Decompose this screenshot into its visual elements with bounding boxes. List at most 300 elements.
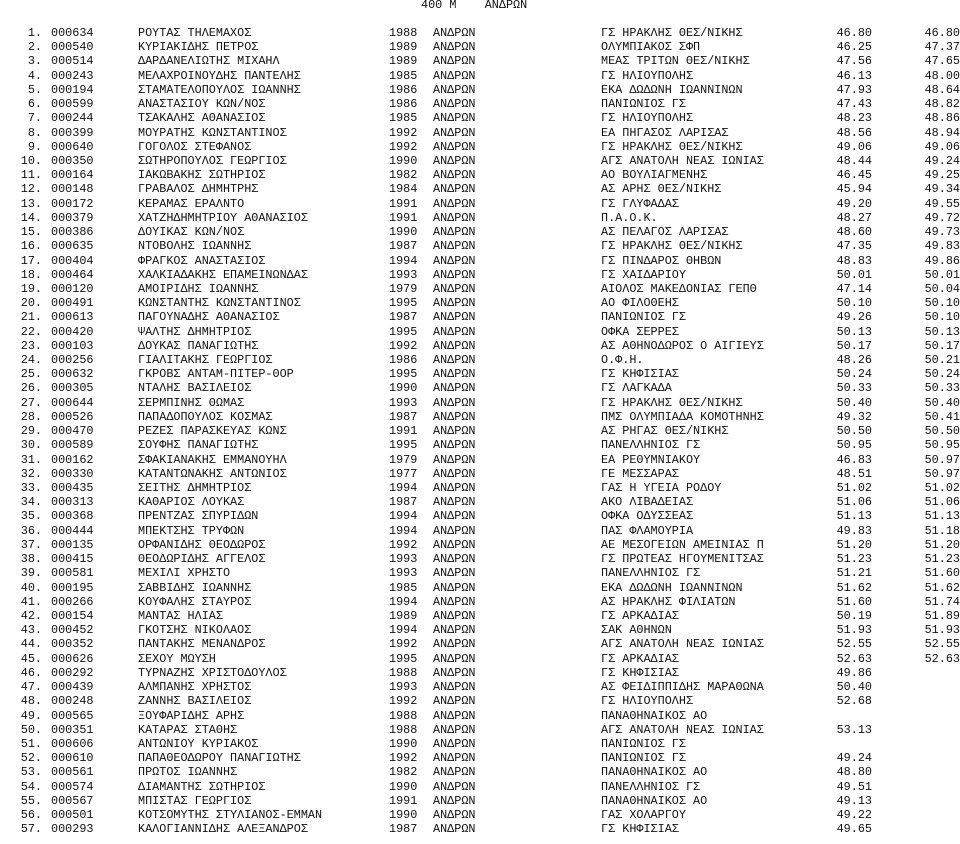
club-name: ΣΑΚ ΑΘΗΝΩΝ — [601, 623, 672, 638]
birth-year: 1982 — [389, 765, 418, 780]
season-best-mark: 47.43 — [836, 97, 872, 112]
table-row — [0, 126, 960, 140]
table-row — [0, 54, 960, 68]
ranking-mark: 51.23 — [924, 552, 960, 567]
club-name: ΓΣ ΚΗΦΙΣΙΑΣ — [601, 367, 679, 382]
athlete-name: ΑΜΟΙΡΙΔΗΣ ΙΩΑΝΝΗΣ — [138, 281, 259, 296]
category: ΑΝΔΡΩΝ — [433, 822, 476, 837]
table-row — [0, 424, 960, 438]
ranking-mark: 50.17 — [924, 338, 960, 353]
athlete-name: ΚΑΛΟΓΙΑΝΝΙΔΗΣ ΑΛΕΞΑΝΔΡΟΣ — [138, 822, 308, 837]
season-best-mark: 52.68 — [836, 694, 872, 709]
table-row — [0, 353, 960, 367]
athlete-code: 000162 — [51, 452, 94, 467]
row-rank: 15. — [20, 225, 42, 240]
birth-year: 1986 — [389, 97, 418, 112]
category: ΑΝΔΡΩΝ — [433, 708, 476, 723]
row-rank: 39. — [20, 566, 42, 581]
ranking-mark: 49.06 — [924, 139, 960, 154]
athlete-code: 000599 — [51, 97, 94, 112]
athlete-name: ΠΑΝΤΑΚΗΣ ΜΕΝΑΝΔΡΟΣ — [138, 637, 266, 652]
athlete-code: 000135 — [51, 537, 94, 552]
season-best-mark: 50.13 — [836, 324, 872, 339]
athlete-code: 000526 — [51, 409, 94, 424]
athlete-code: 000350 — [51, 153, 94, 168]
season-best-mark: 48.23 — [836, 111, 872, 126]
row-rank: 1. — [27, 26, 42, 40]
ranking-mark: 46.80 — [924, 26, 960, 40]
club-name: ΑΚΟ ΛΙΒΑΔΕΙΑΣ — [601, 495, 694, 510]
category: ΑΝΔΡΩΝ — [433, 665, 476, 680]
ranking-mark: 52.55 — [924, 637, 960, 652]
season-best-mark: 48.80 — [836, 765, 872, 780]
birth-year: 1986 — [389, 353, 418, 368]
category: ΑΝΔΡΩΝ — [433, 680, 476, 695]
category: ΑΝΔΡΩΝ — [433, 779, 476, 794]
row-rank: 38. — [20, 552, 42, 567]
row-rank: 5. — [27, 82, 42, 97]
club-name: ΟΛΥΜΠΙΑΚΟΣ ΣΦΠ — [601, 40, 701, 55]
ranking-mark: 50.21 — [924, 353, 960, 368]
athlete-name: ΔΟΥΚΑΣ ΠΑΝΑΓΙΩΤΗΣ — [138, 338, 259, 353]
club-name: ΓΣ ΧΑΙΔΑΡΙΟΥ — [601, 267, 686, 282]
category: ΑΝΔΡΩΝ — [433, 26, 476, 40]
club-name: ΟΦΚΑ ΣΕΡΡΕΣ — [601, 324, 679, 339]
athlete-name: ΚΩΝΣΤΑΝΤΗΣ ΚΩΝΣΤΑΝΤΙΝΟΣ — [138, 296, 301, 311]
club-name: ΠΑΝΙΩΝΙΟΣ ΓΣ — [601, 751, 686, 766]
season-best-mark: 50.24 — [836, 367, 872, 382]
category: ΑΝΔΡΩΝ — [433, 111, 476, 126]
row-rank: 28. — [20, 409, 42, 424]
table-row — [0, 765, 960, 779]
club-name: ΠΑΝΕΛΛΗΝΙΟΣ ΓΣ — [601, 438, 701, 453]
athlete-code: 000470 — [51, 424, 94, 439]
table-row — [0, 453, 960, 467]
category: ΑΝΔΡΩΝ — [433, 736, 476, 751]
club-name: ΑΓΣ ΑΝΑΤΟΛΗ ΝΕΑΣ ΙΩΝΙΑΣ — [601, 722, 764, 737]
row-rank: 32. — [20, 466, 42, 481]
season-best-mark: 49.65 — [836, 822, 872, 837]
ranking-mark: 51.06 — [924, 495, 960, 510]
table-row — [0, 694, 960, 708]
athlete-code: 000435 — [51, 481, 94, 495]
athlete-code: 000368 — [51, 509, 94, 524]
season-best-mark: 50.40 — [836, 680, 872, 695]
season-best-mark: 50.33 — [836, 381, 872, 396]
club-name: ΓΣ ΠΙΝΔΑΡΟΣ ΘΗΒΩΝ — [601, 253, 722, 268]
category: ΑΝΔΡΩΝ — [433, 82, 476, 97]
athlete-name: ΤΥΡΝΑΖΗΣ ΧΡΙΣΤΟΔΟΥΛΟΣ — [138, 665, 287, 680]
season-best-mark: 48.44 — [836, 153, 872, 168]
athlete-code: 000452 — [51, 623, 94, 638]
athlete-code: 000565 — [51, 708, 94, 723]
athlete-code: 000386 — [51, 225, 94, 240]
category: ΑΝΔΡΩΝ — [433, 281, 476, 296]
table-row — [0, 26, 960, 40]
athlete-name: ΡΕΖΕΣ ΠΑΡΑΣΚΕΥΑΣ ΚΩΝΣ — [138, 424, 287, 439]
table-row — [0, 69, 960, 83]
birth-year: 1992 — [389, 338, 418, 353]
ranking-mark: 49.73 — [924, 225, 960, 240]
birth-year: 1991 — [389, 793, 418, 808]
category: ΑΝΔΡΩΝ — [433, 381, 476, 396]
birth-year: 1991 — [389, 210, 418, 225]
table-row — [0, 495, 960, 509]
table-row — [0, 652, 960, 666]
ranking-mark: 51.02 — [924, 481, 960, 495]
athlete-name: ΜΟΥΡΑΤΗΣ ΚΩΝΣΤΑΝΤΙΝΟΣ — [138, 125, 287, 140]
season-best-mark: 52.55 — [836, 637, 872, 652]
birth-year: 1990 — [389, 736, 418, 751]
row-rank: 36. — [20, 523, 42, 538]
row-rank: 31. — [20, 452, 42, 467]
season-best-mark: 49.86 — [836, 665, 872, 680]
row-rank: 2. — [27, 40, 42, 55]
table-row — [0, 595, 960, 609]
athlete-name: ΣΤΑΜΑΤΕΛΟΠΟΥΛΟΣ ΙΩΑΝΝΗΣ — [138, 82, 301, 97]
club-name: ΑΣ ΡΗΓΑΣ ΘΕΣ/ΝΙΚΗΣ — [601, 424, 729, 439]
athlete-code: 000293 — [51, 822, 94, 837]
season-best-mark: 49.22 — [836, 808, 872, 823]
athlete-name: ΣΦΑΚΙΑΝΑΚΗΣ ΕΜΜΑΝΟΥΗΛ — [138, 452, 287, 467]
athlete-name: ΓΚΡΟΒΣ ΑΝΤΑΜ-ΠΙΤΕΡ-ΘΟΡ — [138, 367, 294, 382]
athlete-code: 000352 — [51, 637, 94, 652]
birth-year: 1994 — [389, 523, 418, 538]
table-row — [0, 524, 960, 538]
category: ΑΝΔΡΩΝ — [433, 722, 476, 737]
row-rank: 56. — [20, 808, 42, 823]
row-rank: 12. — [20, 182, 42, 197]
athlete-name: ΓΟΓΟΛΟΣ ΣΤΕΦΑΝΟΣ — [138, 139, 252, 154]
season-best-mark: 49.24 — [836, 751, 872, 766]
category: ΑΝΔΡΩΝ — [433, 765, 476, 780]
birth-year: 1987 — [389, 495, 418, 510]
club-name: ΑΟ ΦΙΛΟΘΕΗΣ — [601, 296, 679, 311]
club-name: ΑΣ ΠΕΛΑΓΟΣ ΛΑΡΙΣΑΣ — [601, 225, 729, 240]
season-best-mark: 53.13 — [836, 722, 872, 737]
birth-year: 1988 — [389, 722, 418, 737]
category: ΑΝΔΡΩΝ — [433, 139, 476, 154]
club-name: ΓΣ ΠΡΩΤΕΑΣ ΗΓΟΥΜΕΝΙΤΣΑΣ — [601, 552, 764, 567]
birth-year: 1992 — [389, 537, 418, 552]
birth-year: 1992 — [389, 139, 418, 154]
category: ΑΝΔΡΩΝ — [433, 438, 476, 453]
row-rank: 6. — [27, 97, 42, 112]
season-best-mark: 49.13 — [836, 793, 872, 808]
category: ΑΝΔΡΩΝ — [433, 40, 476, 55]
table-row — [0, 410, 960, 424]
athlete-code: 000420 — [51, 324, 94, 339]
birth-year: 1979 — [389, 281, 418, 296]
birth-year: 1993 — [389, 552, 418, 567]
birth-year: 1990 — [389, 153, 418, 168]
category: ΑΝΔΡΩΝ — [433, 481, 476, 495]
ranking-mark: 50.01 — [924, 267, 960, 282]
club-name: ΠΑΝΑΘΗΝΑΙΚΟΣ ΑΟ — [601, 708, 708, 723]
season-best-mark: 48.26 — [836, 353, 872, 368]
season-best-mark: 48.83 — [836, 253, 872, 268]
season-best-mark: 52.63 — [836, 651, 872, 666]
category: ΑΝΔΡΩΝ — [433, 466, 476, 481]
birth-year: 1987 — [389, 239, 418, 254]
ranking-mark: 50.24 — [924, 367, 960, 382]
season-best-mark: 51.93 — [836, 623, 872, 638]
results-list — [0, 26, 960, 836]
season-best-mark: 50.17 — [836, 338, 872, 353]
athlete-code: 000103 — [51, 338, 94, 353]
club-name: ΓΣ ΗΡΑΚΛΗΣ ΘΕΣ/ΝΙΚΗΣ — [601, 395, 743, 410]
table-row — [0, 822, 960, 836]
athlete-name: ΣΟΥΦΗΣ ΠΑΝΑΓΙΩΤΗΣ — [138, 438, 259, 453]
club-name: ΑΣ ΦΕΙΔΙΠΠΙΔΗΣ ΜΑΡΑΘΩΝΑ — [601, 680, 764, 695]
birth-year: 1988 — [389, 26, 418, 40]
ranking-mark: 49.25 — [924, 168, 960, 183]
club-name: ΓΣ ΚΗΦΙΣΙΑΣ — [601, 822, 679, 837]
row-rank: 16. — [20, 239, 42, 254]
athlete-code: 000351 — [51, 722, 94, 737]
season-best-mark: 49.51 — [836, 779, 872, 794]
category: ΑΝΔΡΩΝ — [433, 225, 476, 240]
athlete-code: 000243 — [51, 68, 94, 83]
athlete-name: ΜΕΛΑΧΡΟΙΝΟΥΔΗΣ ΠΑΝΤΕΛΗΣ — [138, 68, 301, 83]
table-row — [0, 680, 960, 694]
birth-year: 1991 — [389, 196, 418, 211]
row-rank: 17. — [20, 253, 42, 268]
table-row — [0, 481, 960, 495]
athlete-code: 000501 — [51, 808, 94, 823]
club-name: ΕΑ ΠΗΓΑΣΟΣ ΛΑΡΙΣΑΣ — [601, 125, 729, 140]
club-name: ΑΓΣ ΑΝΑΤΟΛΗ ΝΕΑΣ ΙΩΝΙΑΣ — [601, 637, 764, 652]
table-row — [0, 154, 960, 168]
season-best-mark: 47.93 — [836, 82, 872, 97]
ranking-mark: 50.13 — [924, 324, 960, 339]
birth-year: 1990 — [389, 381, 418, 396]
club-name: ΠΑΣ ΦΛΑΜΟΥΡΙΑ — [601, 523, 694, 538]
row-rank: 34. — [20, 495, 42, 510]
athlete-code: 000632 — [51, 367, 94, 382]
table-row — [0, 182, 960, 196]
athlete-name: ΓΙΑΛΙΤΑΚΗΣ ΓΕΩΡΓΙΟΣ — [138, 353, 273, 368]
table-row — [0, 97, 960, 111]
category: ΑΝΔΡΩΝ — [433, 637, 476, 652]
ranking-mark: 49.72 — [924, 210, 960, 225]
ranking-mark: 48.94 — [924, 125, 960, 140]
athlete-name: ΣΩΤΗΡΟΠΟΥΛΟΣ ΓΕΩΡΓΙΟΣ — [138, 153, 287, 168]
season-best-mark: 50.19 — [836, 608, 872, 623]
birth-year: 1995 — [389, 324, 418, 339]
season-best-mark: 49.20 — [836, 196, 872, 211]
club-name: ΠΑΝΑΘΗΝΑΙΚΟΣ ΑΟ — [601, 765, 708, 780]
season-best-mark: 51.23 — [836, 552, 872, 567]
club-name: ΕΚΑ ΔΩΔΩΝΗ ΙΩΑΝΝΙΝΩΝ — [601, 580, 743, 595]
category: ΑΝΔΡΩΝ — [433, 310, 476, 325]
row-rank: 35. — [20, 509, 42, 524]
row-rank: 46. — [20, 665, 42, 680]
athlete-name: ΓΚΟΤΣΗΣ ΝΙΚΟΛΑΟΣ — [138, 623, 252, 638]
birth-year: 1994 — [389, 509, 418, 524]
club-name: ΕΑ ΡΕΘΥΜΝΙΑΚΟΥ — [601, 452, 701, 467]
table-row — [0, 40, 960, 54]
row-rank: 8. — [27, 125, 42, 140]
athlete-code: 000574 — [51, 779, 94, 794]
row-rank: 41. — [20, 594, 42, 609]
season-best-mark: 50.10 — [836, 296, 872, 311]
club-name: ΜΕΑΣ ΤΡΙΤΩΝ ΘΕΣ/ΝΙΚΗΣ — [601, 54, 750, 69]
row-rank: 27. — [20, 395, 42, 410]
athlete-code: 000399 — [51, 125, 94, 140]
row-rank: 18. — [20, 267, 42, 282]
club-name: Π.Α.Ο.Κ. — [601, 210, 658, 225]
club-name: ΓΣ ΓΛΥΦΑΔΑΣ — [601, 196, 679, 211]
athlete-name: ΚΑΘΑΡΙΟΣ ΛΟΥΚΑΣ — [138, 495, 245, 510]
ranking-mark: 47.65 — [924, 54, 960, 69]
season-best-mark: 46.83 — [836, 452, 872, 467]
athlete-code: 000266 — [51, 594, 94, 609]
row-rank: 50. — [20, 722, 42, 737]
athlete-code: 000589 — [51, 438, 94, 453]
row-rank: 22. — [20, 324, 42, 339]
page-title: 400 Μ ΑΝΔΡΩΝ — [421, 0, 528, 12]
table-row — [0, 268, 960, 282]
row-rank: 24. — [20, 353, 42, 368]
row-rank: 51. — [20, 736, 42, 751]
row-rank: 33. — [20, 481, 42, 495]
birth-year: 1993 — [389, 566, 418, 581]
ranking-mark: 49.24 — [924, 153, 960, 168]
club-name: ΓΣ ΛΑΓΚΑΔΑ — [601, 381, 672, 396]
ranking-mark: 50.10 — [924, 310, 960, 325]
birth-year: 1977 — [389, 466, 418, 481]
category: ΑΝΔΡΩΝ — [433, 509, 476, 524]
birth-year: 1979 — [389, 452, 418, 467]
club-name: ΓΣ ΗΡΑΚΛΗΣ ΘΕΣ/ΝΙΚΗΣ — [601, 26, 743, 40]
club-name: ΑΙΟΛΟΣ ΜΑΚΕΔΟΝΙΑΣ ΓΕΠΘ — [601, 281, 757, 296]
athlete-name: ΧΑΛΚΙΑΔΑΚΗΣ ΕΠΑΜΕΙΝΩΝΔΑΣ — [138, 267, 308, 282]
ranking-mark: 52.63 — [924, 651, 960, 666]
club-name: ΑΕ ΜΕΣΟΓΕΙΩΝ ΑΜΕΙΝΙΑΣ Π — [601, 537, 764, 552]
category: ΑΝΔΡΩΝ — [433, 395, 476, 410]
club-name: ΓΕ ΜΕΣΣΑΡΑΣ — [601, 466, 679, 481]
ranking-mark: 50.41 — [924, 409, 960, 424]
row-rank: 9. — [27, 139, 42, 154]
ranking-mark: 50.97 — [924, 466, 960, 481]
club-name: ΓΣ ΗΛΙΟΥΠΟΛΗΣ — [601, 111, 694, 126]
category: ΑΝΔΡΩΝ — [433, 552, 476, 567]
category: ΑΝΔΡΩΝ — [433, 239, 476, 254]
birth-year: 1995 — [389, 367, 418, 382]
row-rank: 57. — [20, 822, 42, 837]
club-name: ΓΣ ΚΗΦΙΣΙΑΣ — [601, 665, 679, 680]
athlete-code: 000164 — [51, 168, 94, 183]
club-name: ΓΣ ΗΛΙΟΥΠΟΛΗΣ — [601, 68, 694, 83]
athlete-code: 000635 — [51, 239, 94, 254]
category: ΑΝΔΡΩΝ — [433, 296, 476, 311]
athlete-code: 000256 — [51, 353, 94, 368]
ranking-mark: 50.95 — [924, 438, 960, 453]
category: ΑΝΔΡΩΝ — [433, 253, 476, 268]
athlete-code: 000148 — [51, 182, 94, 197]
birth-year: 1992 — [389, 751, 418, 766]
athlete-name: ΑΛΜΠΑΝΗΣ ΧΡΗΣΤΟΣ — [138, 680, 252, 695]
club-name: ΠΑΝΕΛΛΗΝΙΟΣ ΓΣ — [601, 779, 701, 794]
athlete-code: 000195 — [51, 580, 94, 595]
table-row — [0, 467, 960, 481]
birth-year: 1982 — [389, 168, 418, 183]
season-best-mark: 50.40 — [836, 395, 872, 410]
athlete-code: 000581 — [51, 566, 94, 581]
season-best-mark: 49.83 — [836, 523, 872, 538]
birth-year: 1995 — [389, 651, 418, 666]
category: ΑΝΔΡΩΝ — [433, 608, 476, 623]
season-best-mark: 48.60 — [836, 225, 872, 240]
category: ΑΝΔΡΩΝ — [433, 793, 476, 808]
birth-year: 1993 — [389, 267, 418, 282]
athlete-code: 000330 — [51, 466, 94, 481]
season-best-mark: 45.94 — [836, 182, 872, 197]
table-row — [0, 254, 960, 268]
ranking-mark: 50.10 — [924, 296, 960, 311]
club-name: ΟΦΚΑ ΟΔΥΣΣΕΑΣ — [601, 509, 694, 524]
category: ΑΝΔΡΩΝ — [433, 68, 476, 83]
athlete-name: ΜΠΕΚΤΣΗΣ ΤΡΥΦΩΝ — [138, 523, 245, 538]
table-row — [0, 637, 960, 651]
row-rank: 30. — [20, 438, 42, 453]
birth-year: 1988 — [389, 665, 418, 680]
ranking-mark: 51.89 — [924, 608, 960, 623]
athlete-code: 000439 — [51, 680, 94, 695]
club-name: ΑΣ ΑΡΗΣ ΘΕΣ/ΝΙΚΗΣ — [601, 182, 722, 197]
athlete-name: ΚΑΤΑΝΤΩΝΑΚΗΣ ΑΝΤΩΝΙΟΣ — [138, 466, 287, 481]
table-row — [0, 325, 960, 339]
birth-year: 1986 — [389, 82, 418, 97]
athlete-name: ΣΕΡΜΠΙΝΗΣ ΘΩΜΑΣ — [138, 395, 245, 410]
category: ΑΝΔΡΩΝ — [433, 452, 476, 467]
season-best-mark: 48.51 — [836, 466, 872, 481]
club-name: ΠΑΝΑΘΗΝΑΙΚΟΣ ΑΟ — [601, 793, 708, 808]
athlete-code: 000379 — [51, 210, 94, 225]
table-row — [0, 111, 960, 125]
athlete-code: 000606 — [51, 736, 94, 751]
row-rank: 43. — [20, 623, 42, 638]
athlete-name: ΨΑΛΤΗΣ ΔΗΜΗΤΡΙΟΣ — [138, 324, 252, 339]
athlete-code: 000491 — [51, 296, 94, 311]
season-best-mark: 48.27 — [836, 210, 872, 225]
club-name: ΓΣ ΗΡΑΚΛΗΣ ΘΕΣ/ΝΙΚΗΣ — [601, 139, 743, 154]
category: ΑΝΔΡΩΝ — [433, 409, 476, 424]
category: ΑΝΔΡΩΝ — [433, 153, 476, 168]
athlete-code: 000244 — [51, 111, 94, 126]
season-best-mark: 48.56 — [836, 125, 872, 140]
athlete-name: ΝΤΟΒΟΛΗΣ ΙΩΑΝΝΗΣ — [138, 239, 252, 254]
athlete-name: ΚΟΥΦΑΛΗΣ ΣΤΑΥΡΟΣ — [138, 594, 252, 609]
row-rank: 10. — [20, 153, 42, 168]
row-rank: 25. — [20, 367, 42, 382]
athlete-code: 000120 — [51, 281, 94, 296]
athlete-code: 000194 — [51, 82, 94, 97]
row-rank: 49. — [20, 708, 42, 723]
birth-year: 1994 — [389, 253, 418, 268]
ranking-mark: 50.50 — [924, 424, 960, 439]
athlete-name: ΞΟΥΦΑΡΙΔΗΣ ΑΡΗΣ — [138, 708, 245, 723]
row-rank: 55. — [20, 793, 42, 808]
table-row — [0, 538, 960, 552]
category: ΑΝΔΡΩΝ — [433, 537, 476, 552]
table-row — [0, 197, 960, 211]
athlete-name: ΜΕΧΙΛΙ ΧΡΗΣΤΟ — [138, 566, 231, 581]
category: ΑΝΔΡΩΝ — [433, 367, 476, 382]
table-row — [0, 794, 960, 808]
row-rank: 45. — [20, 651, 42, 666]
